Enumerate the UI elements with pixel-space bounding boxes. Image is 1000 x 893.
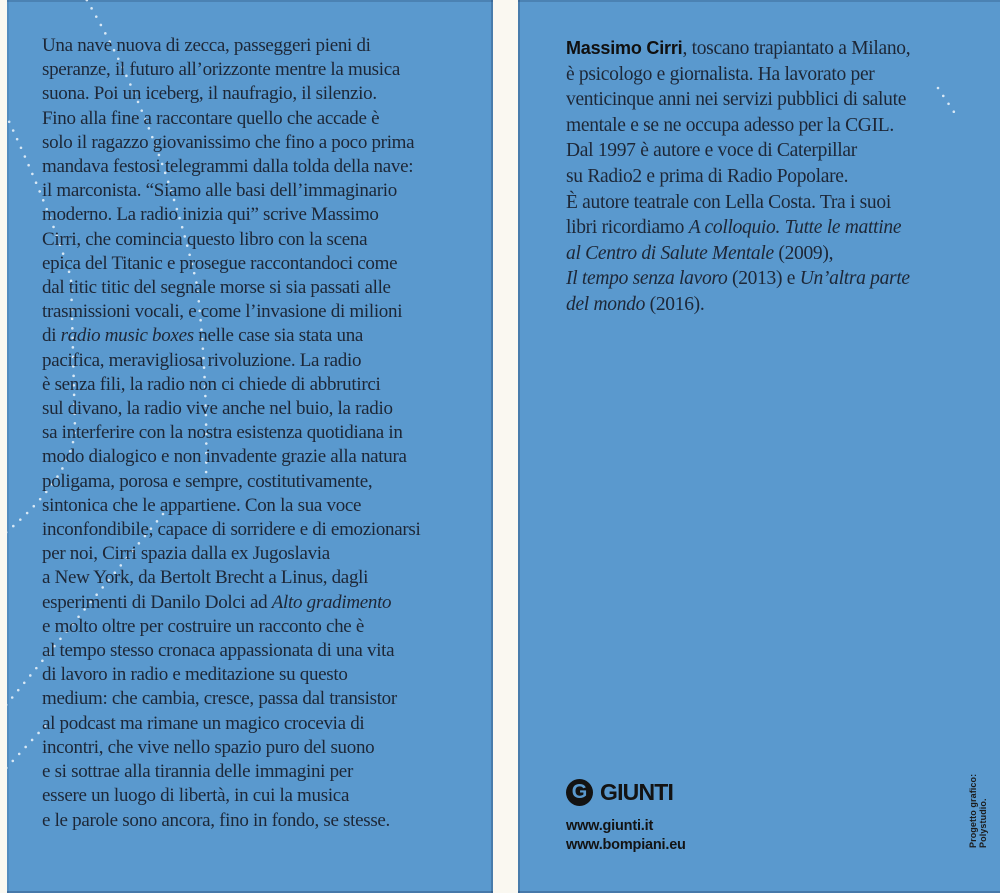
text-line: del mondo (2016). [566, 293, 705, 315]
right-cover-flap [518, 0, 1000, 893]
text-line: esperimenti di Danilo Dolci ad Alto gradimento [42, 591, 392, 613]
text-line: medium: che cambia, cresce, passa dal transistor [42, 688, 397, 710]
text-line: al tempo stesso cronaca appassionata di una vita [42, 640, 395, 662]
text-line: suona. Poi un iceberg, il naufragio, il silenzio. [42, 83, 377, 105]
text-line: e le parole sono ancora, fino in fondo, se stesse. [42, 809, 391, 831]
text-line: sul divano, la radio vive anche nel buio, la radio [42, 398, 393, 420]
giunti-logo [566, 779, 686, 806]
text-line: per noi, Cirri spazia dalla ex Jugoslavia [42, 543, 330, 565]
text-line: Cirri, che comincia questo libro con la scena [42, 228, 368, 250]
text-line: Il tempo senza lavoro (2013) e Un’altra parte [566, 268, 910, 290]
text-line: al Centro di Salute Mentale (2009), [566, 242, 834, 264]
text-line: e molto oltre per costruire un racconto che è [42, 615, 365, 637]
text-line: di lavoro in radio e meditazione su questo [42, 664, 348, 686]
text-line: di radio music boxes nelle case sia stata una [42, 325, 364, 347]
text-line: speranze, il futuro all’orizzonte mentre la musica [42, 59, 400, 81]
dotted-line [938, 88, 958, 118]
text-line: mentale e se ne occupa adesso per la CGIL. [566, 114, 894, 136]
publisher-websites [566, 817, 686, 855]
text-line: inconfondibile, capace di sorridere e di emozionarsi [42, 519, 421, 541]
text-line: venticinque anni nei servizi pubblici di salute [566, 89, 907, 111]
text-line: trasmissioni vocali, e come l’invasione di milioni [42, 301, 403, 323]
author-bio [566, 36, 910, 318]
text-line: e si sottrae alla tirannia delle immagini per [42, 761, 353, 783]
text-line: incontri, che vive nello spazio puro del suono [42, 736, 375, 758]
text-line: essere un luogo di libertà, in cui la musica [42, 785, 350, 807]
back-cover-blurb [42, 34, 421, 833]
text-line: è senza fili, la radio non ci chiede di abbrutirci [42, 373, 381, 395]
text-line: È autore teatrale con Lella Costa. Tra i suoi [566, 191, 891, 213]
text-line: pacifica, meravigliosa rivoluzione. La radio [42, 349, 362, 371]
text-line: sa interferire con la nostra esistenza quotidiana in [42, 422, 403, 444]
text-line: Dal 1997 è autore e voce di Caterpillar [566, 140, 857, 162]
text-line: è psicologo e giornalista. Ha lavorato per [566, 63, 875, 85]
text-line: poligama, porosa e sempre, costitutivamente, [42, 470, 373, 492]
text-line: a New York, da Bertolt Brecht a Linus, dagli [42, 567, 369, 589]
giunti-g-icon: G [566, 779, 593, 806]
text-line: al podcast ma rimane un magico crocevia di [42, 712, 365, 734]
text-line: su Radio2 e prima di Radio Popolare. [566, 165, 849, 187]
text-line: mandava festosi telegrammi dalla tolda della nave: [42, 156, 414, 178]
website-bompiani: www.bompiani.eu [566, 837, 686, 853]
text-line: solo il ragazzo giovanissimo che fino a poco prima [42, 131, 415, 153]
design-credit: Progetto grafico: Polystudio. [968, 773, 988, 848]
dotted-line [7, 726, 45, 778]
left-cover-flap [7, 0, 493, 893]
text-line: Fino alla fine a raccontare quello che accade è [42, 107, 380, 129]
text-line: dal titic titic del segnale morse si sia passati alle [42, 277, 391, 299]
publisher-block [566, 779, 686, 855]
text-line: sintonica che le appartiene. Con la sua voce [42, 494, 362, 516]
text-line: libri ricordiamo A colloquio. Tutte le mattine [566, 217, 902, 239]
text-line: il marconista. “Siamo alle basi dell’immaginario [42, 180, 397, 202]
text-line: epica del Titanic e prosegue raccontandoci come [42, 252, 398, 274]
text-line: Una nave nuova di zecca, passeggeri pieni di [42, 35, 371, 56]
text-line: moderno. La radio inizia qui” scrive Massimo [42, 204, 379, 226]
text-line: Massimo Cirri, toscano trapiantato a Milano, [566, 38, 911, 59]
website-giunti: www.giunti.it [566, 818, 654, 834]
publisher-name: GIUNTI [600, 779, 674, 805]
text-line: modo dialogico e non invadente grazie alla natura [42, 446, 407, 468]
